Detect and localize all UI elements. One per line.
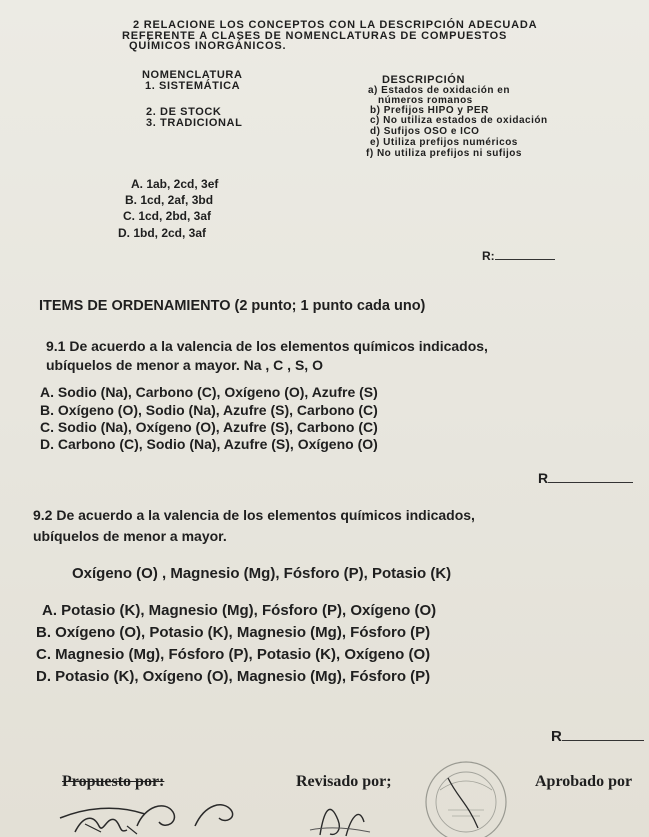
q92-option-c: C. Magnesio (Mg), Fósforo (P), Potasio (K), Oxígeno (O)	[36, 646, 431, 663]
section1-title-line-2: REFERENTE A CLASES DE NOMENCLATURAS DE COMPUESTOS	[122, 30, 508, 42]
descripcion-e: e) Utiliza prefijos numéricos	[370, 137, 518, 148]
q92-line-2: ubíquelos de menor a mayor.	[33, 528, 227, 544]
descripcion-d: d) Sufijos OSO e ICO	[370, 126, 480, 137]
section2-title: ITEMS DE ORDENAMIENTO (2 punto; 1 punto cada uno)	[39, 298, 426, 314]
q91-line-1: 9.1 De acuerdo a la valencia de los elementos químicos indicados,	[46, 338, 488, 354]
nomenclatura-item-2: 2. DE STOCK	[146, 106, 222, 118]
nomenclatura-header: NOMENCLATURA	[142, 69, 243, 81]
section1-title-line-3: QUÍMICOS INORGÁNICOS.	[129, 40, 287, 52]
q92-answer-line[interactable]	[562, 740, 644, 741]
s1-answer	[482, 249, 555, 263]
q92-line-1: 9.2 De acuerdo a la valencia de los elementos químicos indicados,	[33, 507, 475, 523]
descripcion-a-cont: números romanos	[378, 95, 473, 106]
q91-line-2: ubíquelos de menor a mayor. Na , C , S, O	[46, 357, 323, 373]
descripcion-header: DESCRIPCIÓN	[382, 74, 465, 86]
descripcion-f: f) No utiliza prefijos ni sufijos	[366, 148, 522, 159]
s1-answer-line[interactable]	[495, 259, 555, 260]
q92-option-a: A. Potasio (K), Magnesio (Mg), Fósforo (P), Oxígeno (O)	[42, 602, 437, 619]
q91-option-d: D. Carbono (C), Sodio (Na), Azufre (S), Oxígeno (O)	[40, 436, 378, 452]
section1-title-line-1: 2 RELACIONE LOS CONCEPTOS CON LA DESCRIPCIÓN ADECUADA	[133, 19, 538, 31]
descripcion-a: a) Estados de oxidación en	[368, 85, 510, 96]
reviewed-by-label: Revisado por;	[296, 773, 392, 790]
approved-by-label: Aprobado por	[535, 773, 633, 790]
q91-option-b: B. Oxígeno (O), Sodio (Na), Azufre (S), Carbono (C)	[40, 402, 378, 418]
q92-option-d: D. Potasio (K), Oxígeno (O), Magnesio (Mg), Fósforo (P)	[36, 668, 431, 685]
q91-answer	[538, 470, 633, 486]
descripcion-b: b) Prefijos HIPO y PER	[370, 105, 489, 116]
s1-option-b: B. 1cd, 2af, 3bd	[125, 193, 214, 207]
s1-option-c: C. 1cd, 2bd, 3af	[123, 209, 212, 223]
s1-option-a: A. 1ab, 2cd, 3ef	[131, 177, 219, 191]
q91-answer-line[interactable]	[548, 482, 633, 483]
proposed-by-label: Propuesto por:	[62, 773, 165, 790]
q92-answer-label: R	[551, 728, 562, 745]
school-stamp-seal	[418, 758, 514, 837]
q92-option-b: B. Oxígeno (O), Potasio (K), Magnesio (Mg), Fósforo (P)	[36, 624, 431, 641]
q91-answer-label: R	[538, 470, 549, 486]
q91-option-a: A. Sodio (Na), Carbono (C), Oxígeno (O), Azufre (S)	[40, 384, 378, 400]
s1-answer-label: R:	[482, 249, 495, 263]
descripcion-c: c) No utiliza estados de oxidación	[370, 115, 548, 126]
q92-elements: Oxígeno (O) , Magnesio (Mg), Fósforo (P), Potasio (K)	[72, 565, 452, 582]
s1-option-d: D. 1bd, 2cd, 3af	[118, 226, 207, 240]
nomenclatura-item-3: 3. TRADICIONAL	[146, 117, 243, 129]
nomenclatura-item-1: 1. SISTEMÁTICA	[145, 80, 241, 92]
handwritten-signature-drawing	[55, 786, 255, 837]
q91-option-c: C. Sodio (Na), Oxígeno (O), Azufre (S), Carbono (C)	[40, 419, 378, 435]
reviewer-signature-drawing	[300, 790, 410, 837]
q92-answer	[551, 728, 644, 745]
